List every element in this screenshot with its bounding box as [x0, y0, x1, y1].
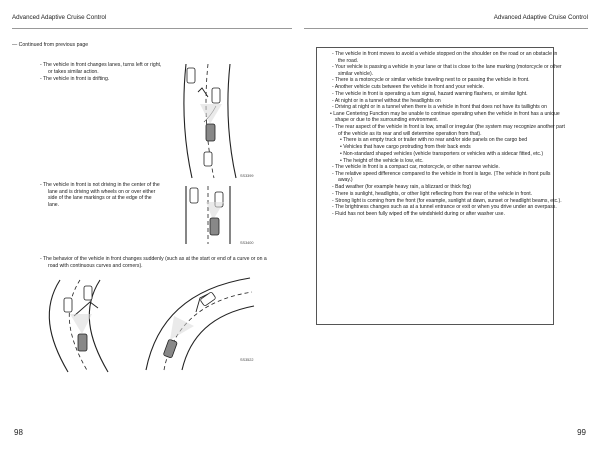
section-lane-change [40, 62, 164, 83]
notice-item: - The rear aspect of the vehicle in front is low, small or irregular (the system may recognize another part of the vehicle as its rear and will determine operation from that). [332, 124, 565, 137]
notice-item: - Driving at night or in a tunnel when there is a vehicle in front that does not have its taillights on [332, 104, 547, 111]
figure-code-1: SS3399 [240, 174, 254, 178]
figure-off-center [178, 184, 268, 246]
text-sudden-change: - The behavior of the vehicle in front changes suddenly (such as at the start or end of a curve or on a road with continuous curves and corners). [40, 256, 267, 269]
page-number-right: 99 [577, 428, 586, 437]
notice-list [329, 51, 565, 218]
notice-item: - At night or in a tunnel without the headlights on [332, 97, 441, 104]
notice-item: - There is sunlight, headlights, or other light reflecting from the rear of the vehicle in front. [332, 190, 533, 197]
notice-bullet: • Lane Centering Function may be unable to continue operating when the vehicle in front has a unique shape or due to the surrounding environment. [330, 110, 560, 124]
notice-item: - Bad weather (for example heavy rain, a blizzard or thick fog) [332, 184, 472, 191]
text-off-center: - The vehicle in front is not driving in the center of the lane and is driving with wheels on or over either side of the lane markings or at the edge of the lane. [40, 182, 160, 208]
page-number-left: 98 [14, 428, 23, 437]
notice-item: - Your vehicle is passing a vehicle in your lane or that is close to the lane marking (motorcycle or other similar vehicle). [332, 64, 562, 77]
running-head-left: Advanced Adaptive Cruise Control [12, 14, 107, 21]
notice-subitem: • Non-standard shaped vehicles (vehicle transporters or vehicles with a sidecar fitted, etc.) [340, 150, 544, 157]
notice-item: - The vehicle in front is operating a turn signal, hazard warning flashers, or similar light. [332, 90, 528, 97]
notice-item: - The vehicle in front moves to avoid a vehicle stopped on the shoulder on the road or an obstacle in the road. [332, 51, 558, 64]
figure-curve-left [40, 278, 120, 374]
header-rule-right [304, 28, 588, 29]
figure-code-3: SS3522 [240, 358, 254, 362]
running-head-right: Advanced Adaptive Cruise Control [493, 14, 588, 21]
notice-item: - Another vehicle cuts between the vehicle in front and your vehicle. [332, 84, 485, 91]
figure-code-2: SS3400 [240, 241, 254, 245]
text-lane-change: - The vehicle in front changes lanes, turns left or right, or takes similar action. [40, 62, 162, 75]
continued-note: — Continued from previous page [12, 42, 89, 48]
figure-curve-right [138, 270, 258, 374]
notice-subitem: • Vehicles that have cargo protruding from their back ends [340, 144, 471, 151]
notice-item: - The relative speed difference compared to the vehicle in front is large. (The vehicle in front pulls away.) [332, 170, 551, 184]
section-off-center [40, 182, 164, 209]
notice-subitem: • There is an empty truck or trailer with no rear and/or side panels on the cargo bed [340, 137, 528, 144]
figure-drifting [178, 62, 268, 180]
notice-item: - Strong light is coming from the front (for example, sunlight at dawn, sunset or headlight beams, etc.). [332, 197, 562, 204]
header-rule-left [12, 28, 292, 29]
notice-subitem: • The height of the vehicle is low, etc. [340, 157, 424, 164]
notice-item: - Fluid has not been fully wiped off the windshield during or after washer use. [332, 210, 505, 217]
notice-item: - The vehicle in front is a compact car, motorcycle, or other narrow vehicle. [332, 164, 500, 171]
notice-item: - There is a motorcycle or similar vehicle traveling next to or passing the vehicle in front. [332, 77, 530, 84]
notice-item: - The brightness changes such as at a tunnel entrance or exit or when you drive under an overpass. [332, 204, 557, 211]
section-sudden-change [40, 256, 276, 270]
text-drifting: - The vehicle in front is drifting. [40, 75, 110, 82]
